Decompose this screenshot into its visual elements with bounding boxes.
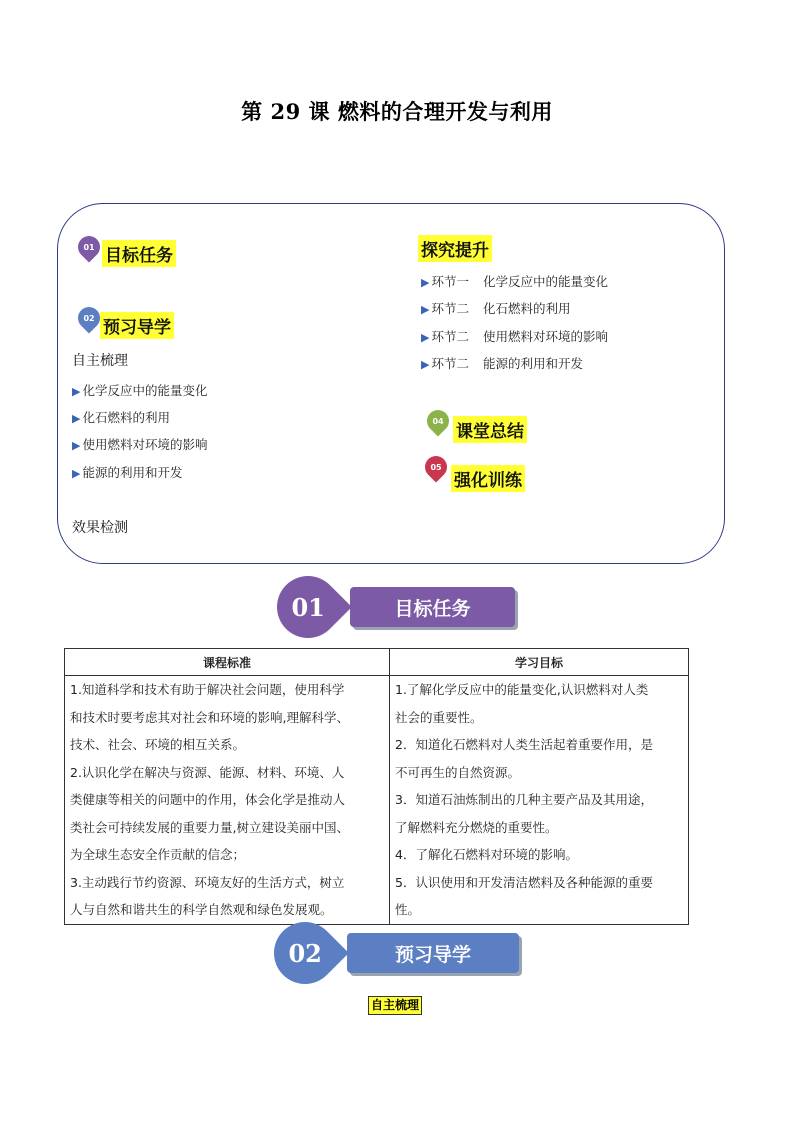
table-header-row bbox=[65, 649, 689, 676]
cell-line: 3．知道石油炼制出的几种主要产品及其用途， bbox=[395, 792, 653, 807]
cell-line: 1.知道科学和技术有助于解决社会问题，使用科学 bbox=[70, 682, 345, 697]
outline-target-tasks[interactable]: 目标任务 bbox=[102, 240, 176, 267]
section-01-number-icon: 01 bbox=[264, 563, 352, 651]
outline-self-review[interactable]: 自主梳理 bbox=[72, 353, 128, 369]
cell-line: 了解燃料充分燃烧的重要性。 bbox=[395, 819, 558, 835]
badge-01-icon: 01 bbox=[73, 231, 104, 262]
cell-line: 社会的重要性。 bbox=[395, 709, 483, 725]
outline-summary[interactable]: 课堂总结 bbox=[453, 416, 527, 443]
cell-line: 性。 bbox=[395, 902, 421, 917]
section-02-number-icon: 02 bbox=[261, 909, 349, 997]
triangle-icon: ▶ bbox=[421, 303, 430, 316]
triangle-icon: ▶ bbox=[72, 467, 81, 480]
outline-link[interactable]: ▶ 环节一 化学反应中的能量变化 bbox=[421, 274, 608, 289]
cell-line: 不可再生的自然资源。 bbox=[395, 764, 521, 780]
triangle-icon: ▶ bbox=[72, 412, 81, 425]
outline-link[interactable]: ▶ 环节二 化石燃料的利用 bbox=[421, 301, 571, 316]
triangle-icon: ▶ bbox=[421, 276, 430, 289]
cell-line: 3.主动践行节约资源、环境友好的生活方式，树立 bbox=[70, 874, 345, 890]
cell-line: 1.了解化学反应中的能量变化,认识燃料对人类 bbox=[395, 682, 649, 697]
section-02-title: 预习导学 bbox=[347, 933, 519, 973]
cell-line: 2．知道化石燃料对人类生活起着重要作用，是 bbox=[395, 737, 653, 752]
triangle-icon: ▶ bbox=[421, 358, 430, 371]
outline-item[interactable]: ▶ 使用燃料对环境的影响 bbox=[72, 437, 208, 452]
outline-item[interactable]: ▶ 化石燃料的利用 bbox=[72, 410, 170, 425]
outline-link[interactable]: ▶ 环节二 能源的利用和开发 bbox=[421, 356, 583, 371]
outline-item[interactable]: ▶ 能源的利用和开发 bbox=[72, 465, 183, 480]
cell-line: 技术、社会、环境的相互关系。 bbox=[70, 737, 246, 752]
cell-line: 4．了解化石燃料对环境的影响。 bbox=[395, 847, 578, 862]
column-header: 课程标准 bbox=[65, 649, 390, 676]
cell-line: 5．认识使用和开发清洁燃料及各种能源的重要 bbox=[395, 874, 653, 890]
cell-line: 2.认识化学在解决与资源、能源、材料、环境、人 bbox=[70, 764, 345, 780]
outline-link[interactable]: ▶ 环节二 使用燃料对环境的影响 bbox=[421, 329, 608, 344]
outline-item[interactable]: ▶ 化学反应中的能量变化 bbox=[72, 383, 208, 398]
badge-02-icon: 02 bbox=[73, 302, 104, 333]
page-title: 第 29 课 燃料的合理开发与利用 bbox=[241, 99, 553, 124]
badge-04-icon: 04 bbox=[422, 405, 453, 436]
cell-line: 为全球生态安全作贡献的信念； bbox=[70, 847, 246, 862]
standards-table bbox=[64, 648, 689, 925]
cell-line: 和技术时要考虑其对社会和环境的影响,理解科学、 bbox=[70, 709, 349, 725]
outline-check[interactable]: 效果检测 bbox=[72, 520, 128, 536]
outline-preview-guide[interactable]: 预习导学 bbox=[100, 312, 174, 339]
outline-explore[interactable]: 探究提升 bbox=[418, 235, 492, 262]
outline-training[interactable]: 强化训练 bbox=[451, 465, 525, 492]
triangle-icon: ▶ bbox=[421, 331, 430, 344]
badge-05-icon: 05 bbox=[420, 451, 451, 482]
cell-line: 类社会可持续发展的重要力量,树立建设美丽中国、 bbox=[70, 819, 349, 835]
learning-goal-cell bbox=[390, 676, 689, 925]
course-standard-cell bbox=[65, 676, 390, 925]
triangle-icon: ▶ bbox=[72, 439, 81, 452]
column-header: 学习目标 bbox=[390, 649, 689, 676]
table-row bbox=[65, 676, 689, 925]
cell-line: 人与自然和谐共生的科学自然观和绿色发展观。 bbox=[70, 902, 333, 917]
section-01-title: 目标任务 bbox=[350, 587, 515, 627]
cell-line: 类健康等相关的问题中的作用，体会化学是推动人 bbox=[70, 792, 346, 807]
triangle-icon: ▶ bbox=[72, 385, 81, 398]
self-review-tag: 自主梳理 bbox=[368, 996, 422, 1015]
